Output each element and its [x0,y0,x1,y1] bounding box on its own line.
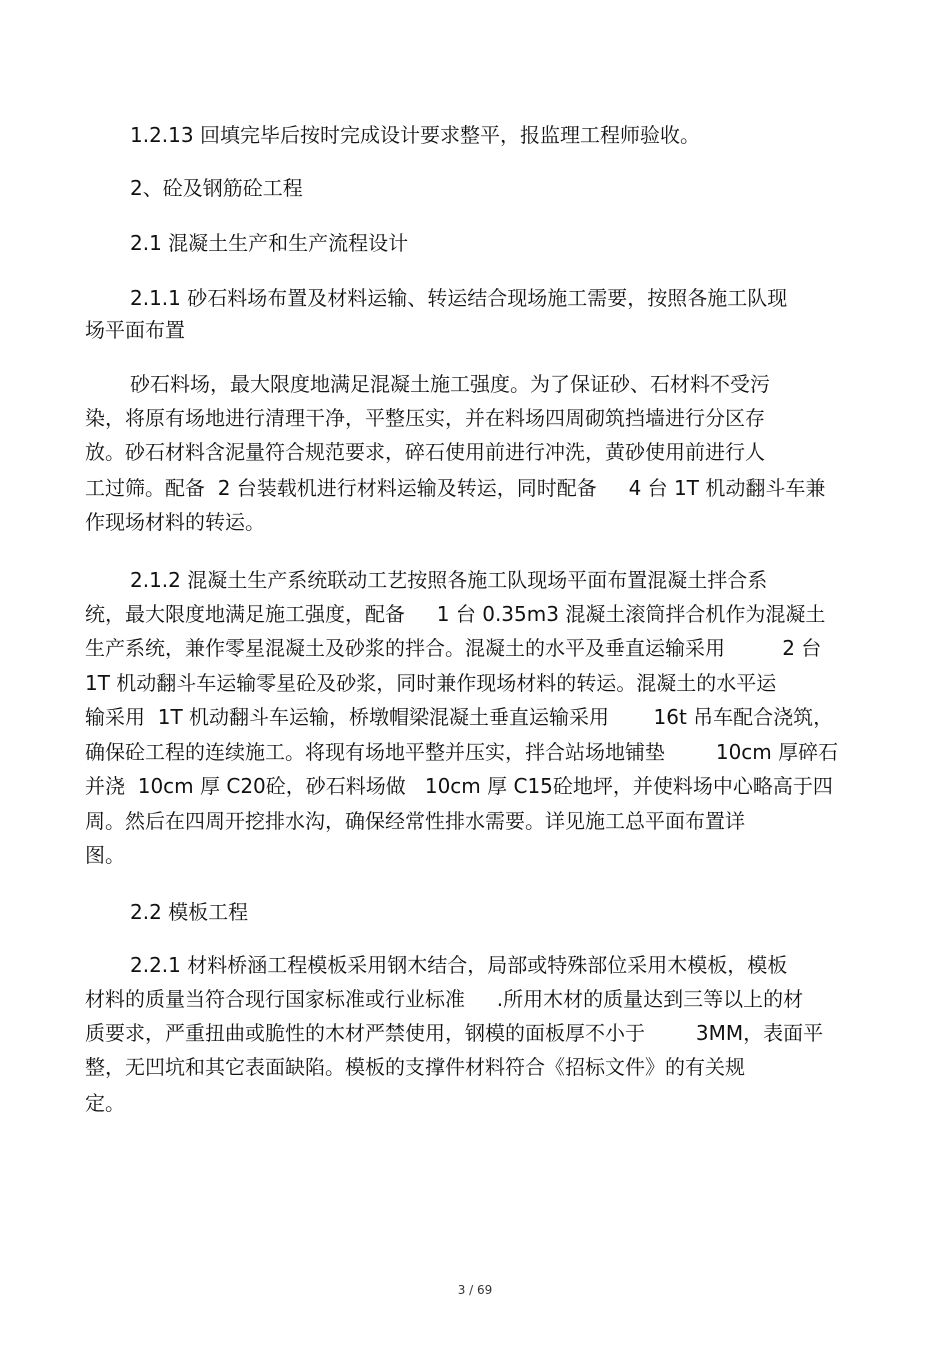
subsection-heading: 2.2 模板工程 [130,900,249,924]
text-line: 2.1.1 砂石料场布置及材料运输、转运结合现场施工需要，按照各施工队现 [130,286,788,310]
text-line: 作现场材料的转运。 [85,510,265,534]
text-line: 1T 机动翻斗车运输零星砼及砂浆，同时兼作现场材料的转运。混凝土的水平运 [85,671,777,695]
text-line: 确保砼工程的连续施工。将现有场地平整并压实，拌合站场地铺垫 10cm 厚碎石 [85,740,839,764]
text-line: 输采用 1T 机动翻斗车运输，桥墩帽梁混凝土垂直运输采用 16t 吊车配合浇筑， [85,705,834,729]
text-line: 质要求，严重扭曲或脆性的木材严禁使用，钢模的面板厚不小于 3MM，表面平 [85,1021,824,1045]
text-line: 场平面布置 [85,318,185,342]
text-line: 并浇 10cm 厚 C20砼，砂石料场做 10cm 厚 C15砼地坪，并使料场中心略高于四 [85,774,833,798]
text-line: 统，最大限度地满足施工强度，配备 1 台 0.35m3 混凝土滚筒拌合机作为混凝土 [85,602,826,626]
text-line: 周。然后在四周开挖排水沟，确保经常性排水需要。详见施工总平面布置详 [85,809,745,833]
text-line: 2.1.2 混凝土生产系统联动工艺按照各施工队现场平面布置混凝土拌合系 [130,568,768,592]
text-line: 1.2.13 回填完毕后按时完成设计要求整平，报监理工程师验收。 [130,123,700,147]
text-line: 2.2.1 材料桥涵工程模板采用钢木结合，局部或特殊部位采用木模板，模板 [130,953,788,977]
text-line: 砂石料场，最大限度地满足混凝土施工强度。为了保证砂、石材料不受污 [130,372,770,396]
text-line: 图。 [85,843,125,867]
text-line: 定。 [85,1091,125,1115]
text-line: 工过筛。配备 2 台装载机进行材料运输及转运，同时配备 4 台 1T 机动翻斗车兼 [85,476,826,500]
text-line: 材料的质量当符合现行国家标准或行业标准 .所用木材的质量达到三等以上的材 [85,987,804,1011]
text-line: 染，将原有场地进行清理干净，平整压实，并在料场四周砌筑挡墙进行分区存 [85,406,765,430]
section-heading: 2、砼及钢筋砼工程 [130,176,303,200]
text-line: 整，无凹坑和其它表面缺陷。模板的支撑件材料符合《招标文件》的有关规 [85,1055,745,1079]
text-line: 放。砂石材料含泥量符合规范要求，碎石使用前进行冲洗，黄砂使用前进行人 [85,440,765,464]
subsection-heading: 2.1 混凝土生产和生产流程设计 [130,231,409,255]
text-line: 生产系统，兼作零星混凝土及砂浆的拌合。混凝土的水平及垂直运输采用 2 台 [85,636,822,660]
page-number: 3 / 69 [457,1283,493,1297]
